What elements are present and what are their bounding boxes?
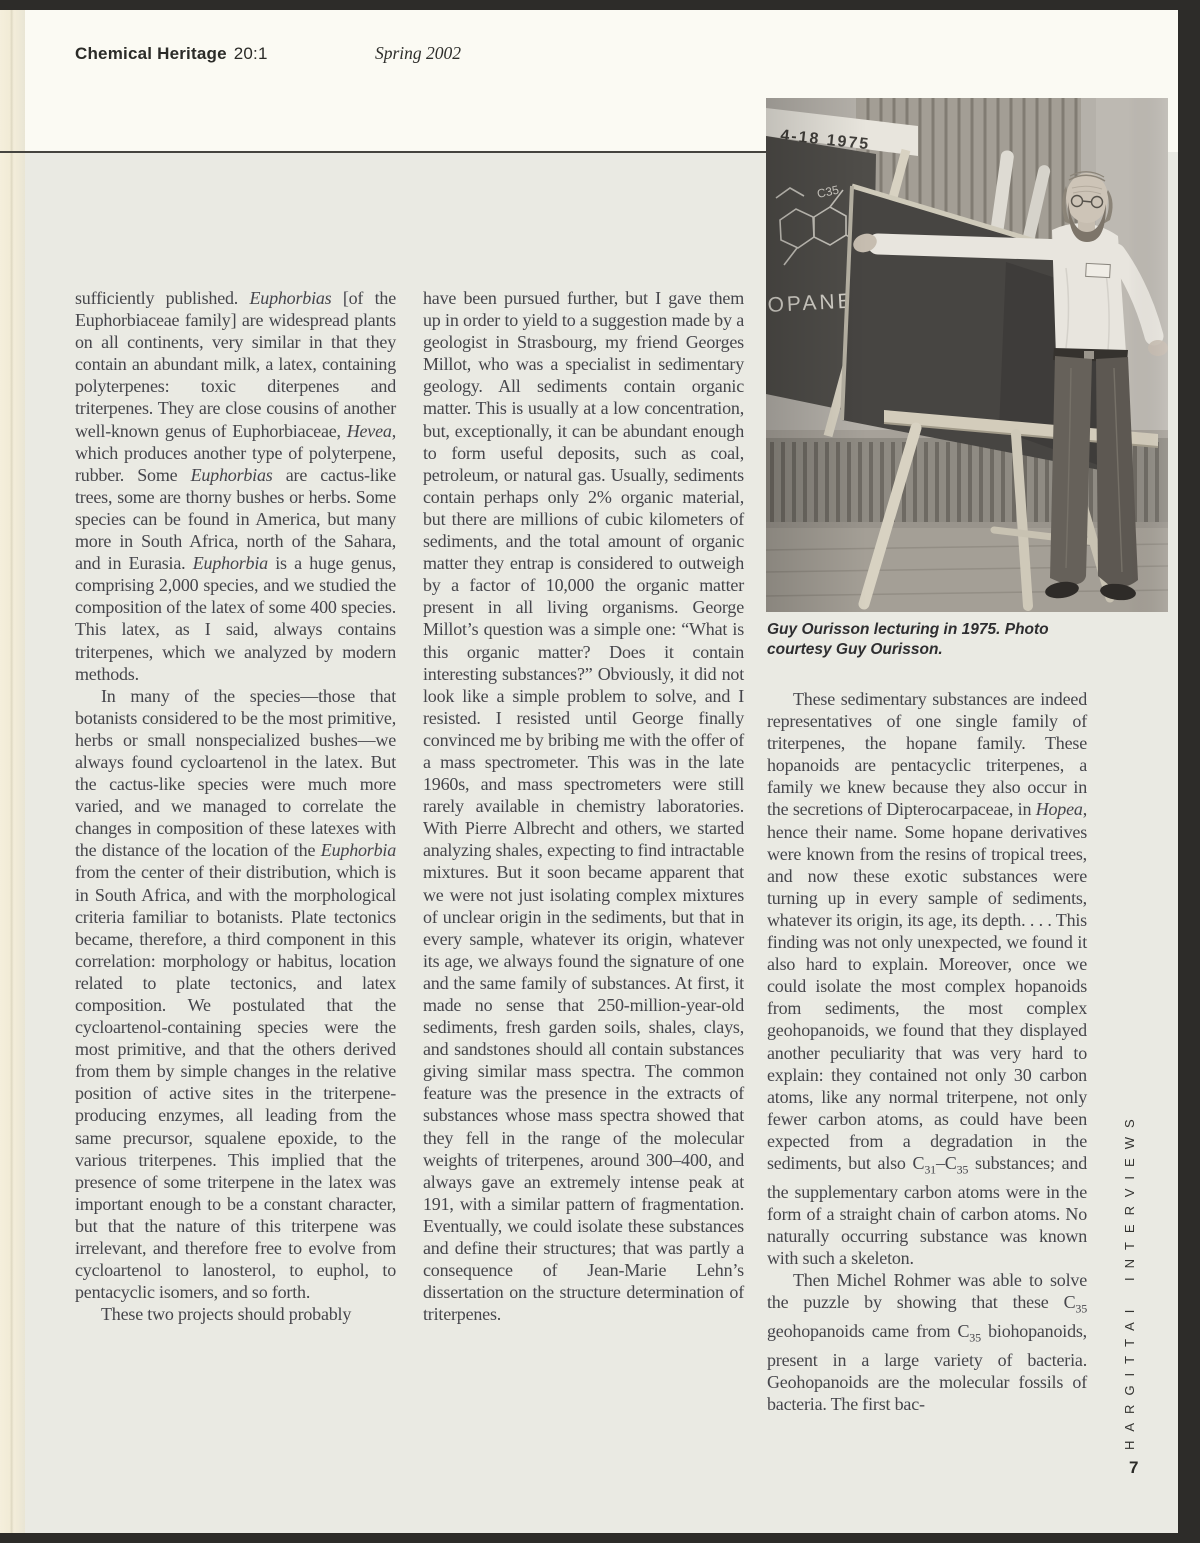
spine-strip <box>0 10 25 1533</box>
paragraph: sufficiently published. Euphorbias [of the Euphorbiaceae family] are widespread plants on all continents, very similar in that they contain an abundant milk, a latex, containing polyterpenes: toxic diterpenes and triterpenes. They are close cousins of another well-known genus of Euphorbiaceae, Hevea, which produces another type of polyterpene, rubber. Some Euphorbias are cactus-like trees, some are thorny bushes or herbs. Some species can be found in America, but many more in South Africa, north of the Sahara, and in Eurasia. Euphorbia is a huge genus, comprising 2,000 species, and we studied the composition of the latex of some 400 species. This latex, as I said, always contains triterpenes, which we analyzed by modern methods. <box>75 288 397 684</box>
lecture-photo-illustration <box>766 98 1168 612</box>
page-number: 7 <box>1129 1458 1139 1477</box>
text-column-1 <box>75 287 396 1325</box>
section-vertical-label: HARGITTAI INTERVIEWS <box>1122 1110 1137 1450</box>
journal-reference <box>75 44 268 64</box>
text-column-2 <box>423 287 744 1325</box>
paragraph: Then Michel Rohmer was able to solve the puzzle by showing that these $C_{35}$ geohopanoids came from $C_{35}$ biohopanoids, present in a large variety of bacteria. Geohopanoids are the molecular fossils of bacteria. The first bac- <box>767 1270 1087 1414</box>
journal-title: Chemical Heritage <box>75 44 227 63</box>
text-column-3 <box>767 688 1087 1415</box>
paragraph: have been pursued further, but I gave them up in order to yield to a suggestion made by a geologist in Strasbourg, my friend Georges Millot, who was a specialist in sedimentary geology. All sediments contain organic matter. This is usually at a low concentration, but, exceptionally, it can be abundant enough to form useful deposits, such as coal, petroleum, or natural gas. Usually, sediments contain perhaps only 2% organic material, but there are millions of cubic kilometers of sediments, and the total amount of organic matter they entrap is considered to outweigh by a factor of 10,000 the organic matter present in all living organisms. George Millot’s question was a simple one: “What is this organic matter? Does it contain interesting substances?” Obviously, it did not look like a simple problem to solve, and I resisted. I resisted until George finally convinced me by bribing me with the offer of a mass spectrometer. This was in the late 1960s, and mass spectrometers were still rarely available in chemistry laboratories. With Pierre Albrecht and others, we started analyzing shales, expecting to find intractable mixtures. But it soon became apparent that we were not just isolating complex mixtures of unclear origin in the sediments, but that in every sample, whatever its origin, whatever its age, we always found the signature of one and the same family of substances. At first, it made no sense that 250-million-year-old sediments, fresh garden soils, shales, clays, and sandstones should all contain substances giving similar mass spectra. The common feature was the presence in the extracts of substances whose mass spectra showed that they fell in the range of the molecular weights of triterpenes, around 300–400, and always gave an extremely intense peak at 191, with a similar pattern of fragmentation. Eventually, we could isolate these substances and define their structures; that was partly a consequence of Jean-Marie Lehn’s dissertation on the structure determination of triterpenes. <box>423 288 744 1325</box>
journal-issue: 20:1 <box>233 44 268 63</box>
paragraph: These sedimentary substances are indeed representatives of one single family of triterpenes, the hopane family. These hopanoids are pentacyclic triterpenes, a family we knew because they also occur in the secretions of Dipterocarpaceae, in Hopea, hence their name. Some hopane derivatives were known from the resins of tropical trees, and now these exotic substances were turning up in every sample of sediments, whatever its origin, its age, its depth. . . . This finding was not only unexpected, we found it also hard to explain. Moreover, once we could isolate the most complex hopanoids from sediments, the most complex geohopanoids, we found that they displayed another peculiarity that was very hard to explain: they contained not only 30 carbon atoms, like any normal triterpene, not only fewer carbon atoms, as could have been expected from a degradation in the sediments, but also $C_{31}-C_{35}$ substances; and the supplementary carbon atoms were in the form of a straight chain of carbon atoms. No naturally occurring substance was known with such a skeleton. <box>767 689 1087 1268</box>
lecture-photo <box>766 98 1168 612</box>
header-divider-rule <box>0 151 766 153</box>
photo-caption: Guy Ourisson lecturing in 1975. Photo courtesy Guy Ourisson. <box>767 621 1049 658</box>
issue-season: Spring 2002 <box>375 43 462 63</box>
photo-vignette <box>766 98 1168 612</box>
paragraph: These two projects should probably <box>101 1304 352 1325</box>
paragraph: In many of the species—those that botanists considered to be the most primitive, herbs or small nonspecialized bushes—we always found cycloartenol in the latex. But the cactus-like species were much more varied, and we managed to correlate the changes in composition of these latexes with the distance of the location of the Euphorbia from the center of their distribution, which is in South Africa, and with the morphological criteria familiar to botanists. Plate tectonics became, therefore, a third component in this correlation: morphology or habitus, location related to plate tectonics, and latex composition. We postulated that the cycloartenol-containing species were the most primitive, and that the others derived from them by simple changes in the relative position of active sites in the triterpene-producing enzymes, all leading from the same precursor, squalene epoxide, to the various triterpenes. This implied that the presence of some triterpene in the latex was important enough to be a constant character, but that the nature of this triterpene was irrelevant, and therefore free to evolve from cycloartenol to lanosterol, to euphol, to pentacyclic isomers, and so forth. <box>75 685 396 1303</box>
